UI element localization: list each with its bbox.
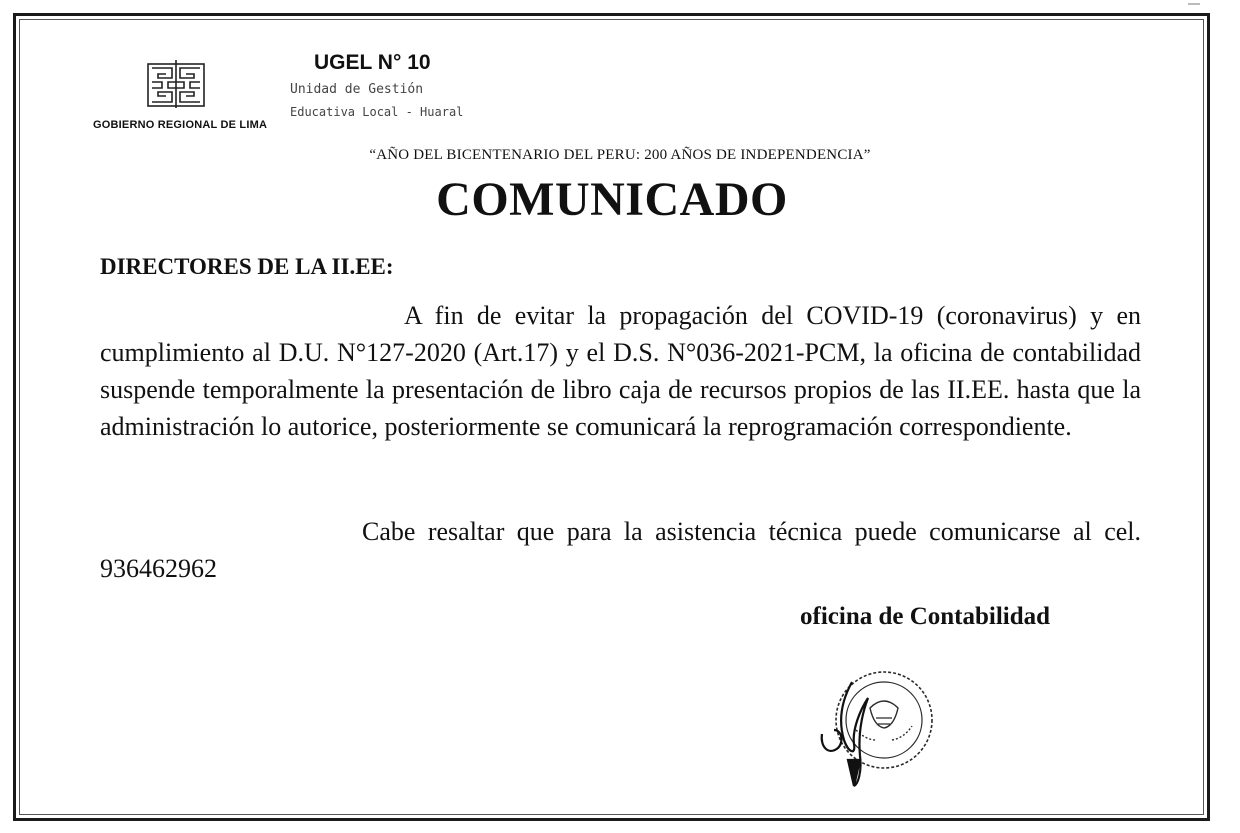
body-paragraph-2: Cabe resaltar que para la asistencia técnica puede comunicarse al cel. 936462962 bbox=[100, 517, 1141, 583]
scan-mark bbox=[1188, 3, 1200, 5]
document-title: COMUNICADO bbox=[436, 173, 788, 226]
addressee: DIRECTORES DE LA II.EE: bbox=[100, 254, 394, 279]
ugel-title: UGEL N° 10 bbox=[314, 51, 431, 74]
regional-government-logo-block bbox=[93, 55, 268, 135]
year-motto: “AÑO DEL BICENTENARIO DEL PERU: 200 AÑOS DE INDEPENDENCIA” bbox=[369, 147, 871, 163]
ugel-subtitle-line1: Unidad de Gestión bbox=[290, 82, 424, 97]
regional-government-logo-icon bbox=[146, 58, 206, 110]
regional-government-label: GOBIERNO REGIONAL DE LIMA bbox=[93, 119, 268, 131]
ugel-subtitle-line2: Educativa Local - Huaral bbox=[290, 105, 464, 119]
official-seal-icon bbox=[812, 660, 942, 788]
signature-office: oficina de Contabilidad bbox=[800, 603, 1051, 630]
body-paragraph-1: A fin de evitar la propagación del COVID-19 (coronavirus) y en cumplimiento al D.U. N°127-2020 (Art.17) y el D.S. N°036-2021-PCM, la oficina de contabilidad suspende temporalmente la presentación de libro caja de recursos propios de las II.EE. hasta que la administración lo autorice, posteriormente se comunicará la reprogramación correspondiente. bbox=[100, 301, 1141, 441]
